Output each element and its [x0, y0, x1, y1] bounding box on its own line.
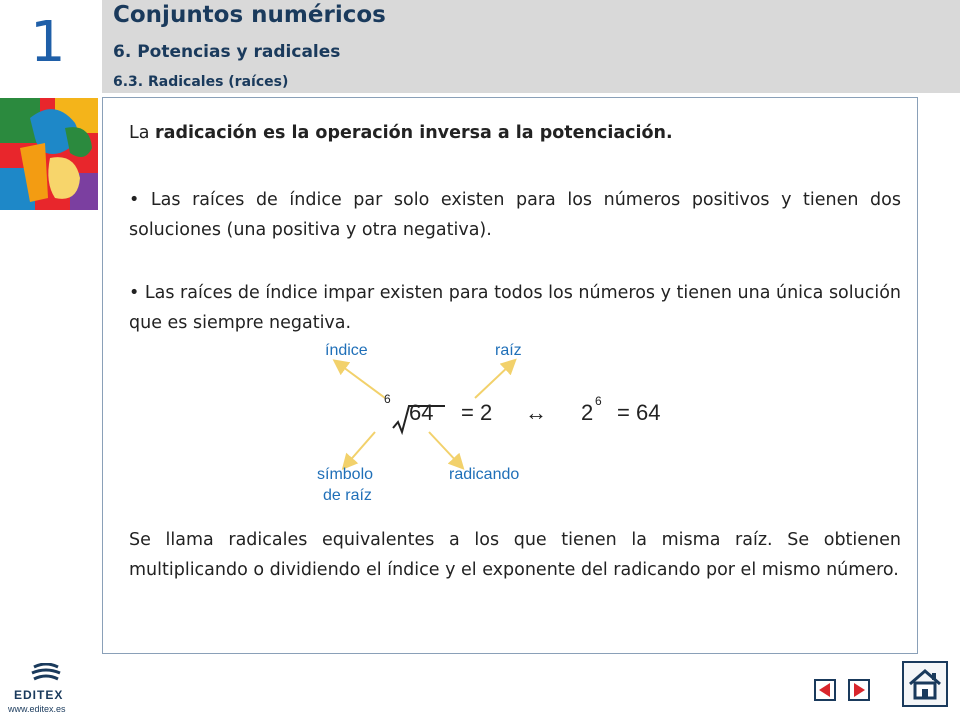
- next-button[interactable]: [848, 679, 870, 701]
- arrow-right-icon: [850, 681, 868, 699]
- website-url: www.editex.es: [8, 704, 66, 714]
- arrow-to-radicand: [429, 432, 459, 464]
- power-base: 2: [581, 400, 594, 425]
- root-index: 6: [384, 392, 391, 406]
- home-icon: [904, 663, 946, 705]
- intro-paragraph: [129, 118, 901, 148]
- radicand-value: 64: [409, 400, 434, 425]
- arrow-to-root: [475, 364, 511, 398]
- unit-number: 1: [30, 10, 66, 75]
- logo-text: EDITEX: [14, 688, 64, 702]
- decorative-numbers-image: [0, 98, 98, 210]
- arrow-left-icon: [816, 681, 834, 699]
- label-symbol-line1: símbolo: [317, 466, 374, 483]
- editex-logo-icon: [14, 663, 78, 689]
- equivalent-radicals-paragraph: Se llama radicales equivalentes a los que tienen la misma raíz. Se obtienen multiplicando o dividiendo el índice y el exponente del radicando por el mismo número.: [129, 530, 901, 580]
- label-radicand: radicando: [449, 466, 520, 483]
- section-title: 6. Potencias y radicales: [113, 42, 341, 62]
- equals-right: = 64: [617, 400, 661, 425]
- content-panel: [102, 97, 918, 654]
- radical-diagram: [303, 340, 663, 520]
- intro-bold: radicación es la operación inversa a la potenciación.: [155, 123, 673, 143]
- arrow-to-index: [339, 364, 385, 398]
- bullet-odd-roots: • Las raíces de índice impar existen para todos los números y tienen una única solución que es siempre negativa.: [129, 283, 901, 333]
- previous-button[interactable]: [814, 679, 836, 701]
- intro-prefix: La: [129, 123, 156, 143]
- label-symbol-line2: de raíz: [323, 487, 372, 504]
- label-root: raíz: [495, 342, 522, 359]
- label-index: índice: [325, 342, 368, 359]
- decorative-numbers-graphic: [0, 98, 98, 210]
- page-title: Conjuntos numéricos: [113, 2, 386, 28]
- power-exponent: 6: [595, 394, 602, 408]
- equivalence-arrow: ↔: [525, 400, 547, 425]
- subsection-title: 6.3. Radicales (raíces): [113, 74, 289, 90]
- home-button[interactable]: [902, 661, 948, 707]
- arrow-to-symbol: [347, 432, 375, 464]
- equals-left: = 2: [461, 400, 493, 425]
- bullet-even-roots: • Las raíces de índice par solo existen para los números positivos y tienen dos soluciones (una positiva y otra negativa).: [129, 190, 901, 240]
